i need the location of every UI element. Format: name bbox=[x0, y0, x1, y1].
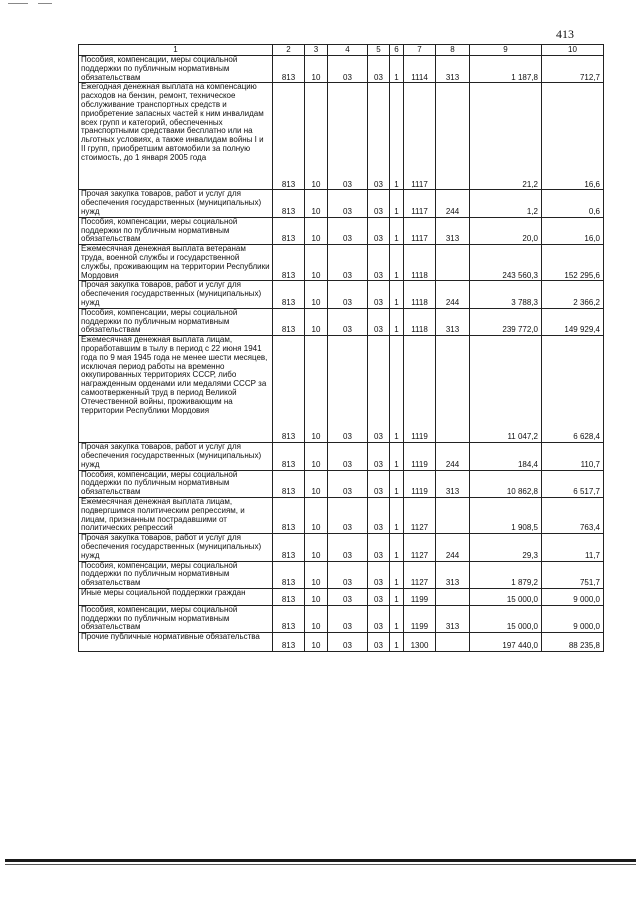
cell-col-9: 1,2 bbox=[470, 190, 542, 217]
cell-col-7: 1117 bbox=[404, 217, 436, 244]
scan-mark bbox=[38, 3, 52, 4]
row-description: Пособия, компенсации, меры социальной поддержки по публичным нормативным обязательствам bbox=[79, 308, 273, 335]
cell-col-5: 03 bbox=[368, 83, 390, 190]
row-description: Прочая закупка товаров, работ и услуг для обеспечения государственных (муниципальных) нужд bbox=[79, 281, 273, 308]
table-row bbox=[79, 83, 604, 190]
cell-col-6: 1 bbox=[390, 633, 404, 652]
cell-col-5: 03 bbox=[368, 470, 390, 497]
column-header-7: 7 bbox=[404, 45, 436, 56]
cell-col-5: 03 bbox=[368, 443, 390, 470]
scan-mark bbox=[8, 3, 28, 4]
cell-col-8: 244 bbox=[436, 534, 470, 561]
cell-col-4: 03 bbox=[328, 497, 368, 533]
bottom-border-line bbox=[5, 859, 636, 862]
cell-col-10: 11,7 bbox=[542, 534, 604, 561]
cell-col-7: 1117 bbox=[404, 83, 436, 190]
cell-col-2: 813 bbox=[273, 470, 305, 497]
budget-table-container bbox=[78, 44, 603, 652]
cell-col-7: 1117 bbox=[404, 190, 436, 217]
cell-col-2: 813 bbox=[273, 443, 305, 470]
cell-col-3: 10 bbox=[305, 443, 328, 470]
cell-col-6: 1 bbox=[390, 56, 404, 83]
cell-col-3: 10 bbox=[305, 245, 328, 281]
cell-col-3: 10 bbox=[305, 561, 328, 588]
column-header-1: 1 bbox=[79, 45, 273, 56]
cell-col-7: 1114 bbox=[404, 56, 436, 83]
cell-col-10: 149 929,4 bbox=[542, 308, 604, 335]
cell-col-8 bbox=[436, 336, 470, 443]
row-description: Пособия, компенсации, меры социальной поддержки по публичным нормативным обязательствам bbox=[79, 217, 273, 244]
cell-col-3: 10 bbox=[305, 308, 328, 335]
column-header-4: 4 bbox=[328, 45, 368, 56]
table-row bbox=[79, 190, 604, 217]
cell-col-8: 244 bbox=[436, 190, 470, 217]
row-description: Ежегодная денежная выплата на компенсацию расходов на бензин, ремонт, техническое обслуживание транспортных средств и приобретение запасных частей к ним инвалидам всех групп и категорий, обеспеченных транспортными средствами бесплатно или на льготных условиях, а также инвалидам войны I и II групп, приобретшим автомобили за полную стоимость, до 1 января 2005 года bbox=[79, 83, 273, 190]
cell-col-10: 110,7 bbox=[542, 443, 604, 470]
table-row bbox=[79, 308, 604, 335]
table-row bbox=[79, 561, 604, 588]
cell-col-4: 03 bbox=[328, 190, 368, 217]
cell-col-6: 1 bbox=[390, 83, 404, 190]
page-number: 413 bbox=[556, 27, 574, 41]
budget-table bbox=[78, 44, 604, 652]
cell-col-9: 21,2 bbox=[470, 83, 542, 190]
row-description: Пособия, компенсации, меры социальной поддержки по публичным нормативным обязательствам bbox=[79, 470, 273, 497]
cell-col-7: 1127 bbox=[404, 561, 436, 588]
cell-col-8 bbox=[436, 83, 470, 190]
table-row bbox=[79, 497, 604, 533]
cell-col-4: 03 bbox=[328, 83, 368, 190]
bottom-border-line-thin bbox=[5, 864, 636, 865]
cell-col-2: 813 bbox=[273, 588, 305, 605]
table-row bbox=[79, 470, 604, 497]
cell-col-10: 751,7 bbox=[542, 561, 604, 588]
cell-col-5: 03 bbox=[368, 217, 390, 244]
column-header-5: 5 bbox=[368, 45, 390, 56]
header-row bbox=[79, 45, 604, 56]
cell-col-6: 1 bbox=[390, 308, 404, 335]
cell-col-10: 9 000,0 bbox=[542, 605, 604, 632]
cell-col-9: 184,4 bbox=[470, 443, 542, 470]
cell-col-2: 813 bbox=[273, 534, 305, 561]
column-header-6: 6 bbox=[390, 45, 404, 56]
cell-col-10: 16,6 bbox=[542, 83, 604, 190]
cell-col-7: 1119 bbox=[404, 443, 436, 470]
cell-col-5: 03 bbox=[368, 56, 390, 83]
cell-col-10: 9 000,0 bbox=[542, 588, 604, 605]
cell-col-3: 10 bbox=[305, 281, 328, 308]
cell-col-10: 6 628,4 bbox=[542, 336, 604, 443]
cell-col-4: 03 bbox=[328, 588, 368, 605]
cell-col-9: 1 187,8 bbox=[470, 56, 542, 83]
table-row bbox=[79, 605, 604, 632]
cell-col-7: 1119 bbox=[404, 336, 436, 443]
cell-col-3: 10 bbox=[305, 56, 328, 83]
cell-col-8 bbox=[436, 245, 470, 281]
cell-col-6: 1 bbox=[390, 190, 404, 217]
cell-col-2: 813 bbox=[273, 190, 305, 217]
row-description: Пособия, компенсации, меры социальной поддержки по публичным нормативным обязательствам bbox=[79, 561, 273, 588]
table-row bbox=[79, 56, 604, 83]
cell-col-4: 03 bbox=[328, 470, 368, 497]
cell-col-7: 1127 bbox=[404, 497, 436, 533]
row-description: Ежемесячная денежная выплата лицам, подвергшимся политическим репрессиям, и лицам, признанным пострадавшими от политических репрессий bbox=[79, 497, 273, 533]
table-row bbox=[79, 443, 604, 470]
cell-col-6: 1 bbox=[390, 534, 404, 561]
cell-col-8: 313 bbox=[436, 470, 470, 497]
cell-col-8: 313 bbox=[436, 561, 470, 588]
cell-col-3: 10 bbox=[305, 190, 328, 217]
cell-col-9: 1 879,2 bbox=[470, 561, 542, 588]
cell-col-2: 813 bbox=[273, 633, 305, 652]
cell-col-9: 29,3 bbox=[470, 534, 542, 561]
cell-col-4: 03 bbox=[328, 605, 368, 632]
column-header-9: 9 bbox=[470, 45, 542, 56]
cell-col-5: 03 bbox=[368, 245, 390, 281]
row-description: Ежемесячная денежная выплата ветеранам труда, военной службы и государственной службы, проживающим на территории Республики Мордовия bbox=[79, 245, 273, 281]
cell-col-4: 03 bbox=[328, 633, 368, 652]
cell-col-10: 0,6 bbox=[542, 190, 604, 217]
cell-col-10: 2 366,2 bbox=[542, 281, 604, 308]
cell-col-8: 244 bbox=[436, 443, 470, 470]
cell-col-2: 813 bbox=[273, 336, 305, 443]
cell-col-2: 813 bbox=[273, 605, 305, 632]
cell-col-3: 10 bbox=[305, 336, 328, 443]
cell-col-7: 1199 bbox=[404, 588, 436, 605]
cell-col-9: 197 440,0 bbox=[470, 633, 542, 652]
cell-col-7: 1118 bbox=[404, 308, 436, 335]
cell-col-6: 1 bbox=[390, 281, 404, 308]
cell-col-10: 6 517,7 bbox=[542, 470, 604, 497]
cell-col-6: 1 bbox=[390, 443, 404, 470]
table-row bbox=[79, 534, 604, 561]
cell-col-9: 11 047,2 bbox=[470, 336, 542, 443]
cell-col-8 bbox=[436, 633, 470, 652]
cell-col-6: 1 bbox=[390, 470, 404, 497]
cell-col-9: 1 908,5 bbox=[470, 497, 542, 533]
cell-col-5: 03 bbox=[368, 190, 390, 217]
row-description: Ежемесячная денежная выплата лицам, проработавшим в тылу в период с 22 июня 1941 года по 9 мая 1945 года не менее шести месяцев, исключая период работы на временно оккупированных территориях СССР, либо награжденным орденами или медалями СССР за самоотверженный труд в период Великой Отечественной войны, проживающим на территории Республики Мордовия bbox=[79, 336, 273, 443]
row-description: Прочая закупка товаров, работ и услуг для обеспечения государственных (муниципальных) нужд bbox=[79, 190, 273, 217]
table-row bbox=[79, 281, 604, 308]
cell-col-6: 1 bbox=[390, 245, 404, 281]
cell-col-3: 10 bbox=[305, 605, 328, 632]
cell-col-9: 20,0 bbox=[470, 217, 542, 244]
table-row bbox=[79, 245, 604, 281]
cell-col-9: 15 000,0 bbox=[470, 588, 542, 605]
cell-col-2: 813 bbox=[273, 217, 305, 244]
cell-col-5: 03 bbox=[368, 281, 390, 308]
row-description: Пособия, компенсации, меры социальной поддержки по публичным нормативным обязательствам bbox=[79, 56, 273, 83]
cell-col-8: 313 bbox=[436, 217, 470, 244]
cell-col-4: 03 bbox=[328, 534, 368, 561]
cell-col-5: 03 bbox=[368, 336, 390, 443]
cell-col-6: 1 bbox=[390, 561, 404, 588]
cell-col-4: 03 bbox=[328, 245, 368, 281]
cell-col-7: 1300 bbox=[404, 633, 436, 652]
cell-col-2: 813 bbox=[273, 83, 305, 190]
cell-col-10: 16,0 bbox=[542, 217, 604, 244]
cell-col-4: 03 bbox=[328, 308, 368, 335]
cell-col-8: 313 bbox=[436, 605, 470, 632]
row-description: Прочая закупка товаров, работ и услуг для обеспечения государственных (муниципальных) нужд bbox=[79, 534, 273, 561]
cell-col-6: 1 bbox=[390, 336, 404, 443]
column-header-8: 8 bbox=[436, 45, 470, 56]
cell-col-6: 1 bbox=[390, 217, 404, 244]
cell-col-4: 03 bbox=[328, 56, 368, 83]
cell-col-5: 03 bbox=[368, 633, 390, 652]
cell-col-7: 1199 bbox=[404, 605, 436, 632]
cell-col-9: 15 000,0 bbox=[470, 605, 542, 632]
cell-col-6: 1 bbox=[390, 588, 404, 605]
cell-col-5: 03 bbox=[368, 605, 390, 632]
cell-col-8 bbox=[436, 588, 470, 605]
cell-col-3: 10 bbox=[305, 83, 328, 190]
cell-col-3: 10 bbox=[305, 534, 328, 561]
table-row bbox=[79, 588, 604, 605]
cell-col-3: 10 bbox=[305, 217, 328, 244]
cell-col-8: 244 bbox=[436, 281, 470, 308]
cell-col-4: 03 bbox=[328, 443, 368, 470]
column-header-3: 3 bbox=[305, 45, 328, 56]
cell-col-10: 763,4 bbox=[542, 497, 604, 533]
cell-col-7: 1118 bbox=[404, 281, 436, 308]
table-row bbox=[79, 217, 604, 244]
cell-col-10: 152 295,6 bbox=[542, 245, 604, 281]
cell-col-4: 03 bbox=[328, 561, 368, 588]
table-body bbox=[79, 56, 604, 652]
column-header-10: 10 bbox=[542, 45, 604, 56]
cell-col-8: 313 bbox=[436, 56, 470, 83]
cell-col-10: 88 235,8 bbox=[542, 633, 604, 652]
table-row bbox=[79, 336, 604, 443]
table-row bbox=[79, 633, 604, 652]
row-description: Прочие публичные нормативные обязательства bbox=[79, 633, 273, 652]
cell-col-5: 03 bbox=[368, 308, 390, 335]
cell-col-7: 1118 bbox=[404, 245, 436, 281]
cell-col-7: 1119 bbox=[404, 470, 436, 497]
row-description: Иные меры социальной поддержки граждан bbox=[79, 588, 273, 605]
row-description: Пособия, компенсации, меры социальной поддержки по публичным нормативным обязательствам bbox=[79, 605, 273, 632]
cell-col-4: 03 bbox=[328, 336, 368, 443]
cell-col-9: 243 560,3 bbox=[470, 245, 542, 281]
column-header-2: 2 bbox=[273, 45, 305, 56]
cell-col-9: 239 772,0 bbox=[470, 308, 542, 335]
cell-col-2: 813 bbox=[273, 561, 305, 588]
cell-col-8 bbox=[436, 497, 470, 533]
cell-col-4: 03 bbox=[328, 281, 368, 308]
cell-col-7: 1127 bbox=[404, 534, 436, 561]
cell-col-9: 3 788,3 bbox=[470, 281, 542, 308]
cell-col-3: 10 bbox=[305, 633, 328, 652]
cell-col-5: 03 bbox=[368, 497, 390, 533]
row-description: Прочая закупка товаров, работ и услуг для обеспечения государственных (муниципальных) нужд bbox=[79, 443, 273, 470]
cell-col-4: 03 bbox=[328, 217, 368, 244]
cell-col-3: 10 bbox=[305, 588, 328, 605]
cell-col-8: 313 bbox=[436, 308, 470, 335]
cell-col-2: 813 bbox=[273, 56, 305, 83]
cell-col-2: 813 bbox=[273, 281, 305, 308]
cell-col-6: 1 bbox=[390, 497, 404, 533]
cell-col-9: 10 862,8 bbox=[470, 470, 542, 497]
cell-col-6: 1 bbox=[390, 605, 404, 632]
cell-col-3: 10 bbox=[305, 497, 328, 533]
cell-col-2: 813 bbox=[273, 308, 305, 335]
cell-col-3: 10 bbox=[305, 470, 328, 497]
cell-col-5: 03 bbox=[368, 588, 390, 605]
cell-col-2: 813 bbox=[273, 497, 305, 533]
cell-col-5: 03 bbox=[368, 534, 390, 561]
cell-col-2: 813 bbox=[273, 245, 305, 281]
cell-col-5: 03 bbox=[368, 561, 390, 588]
cell-col-10: 712,7 bbox=[542, 56, 604, 83]
